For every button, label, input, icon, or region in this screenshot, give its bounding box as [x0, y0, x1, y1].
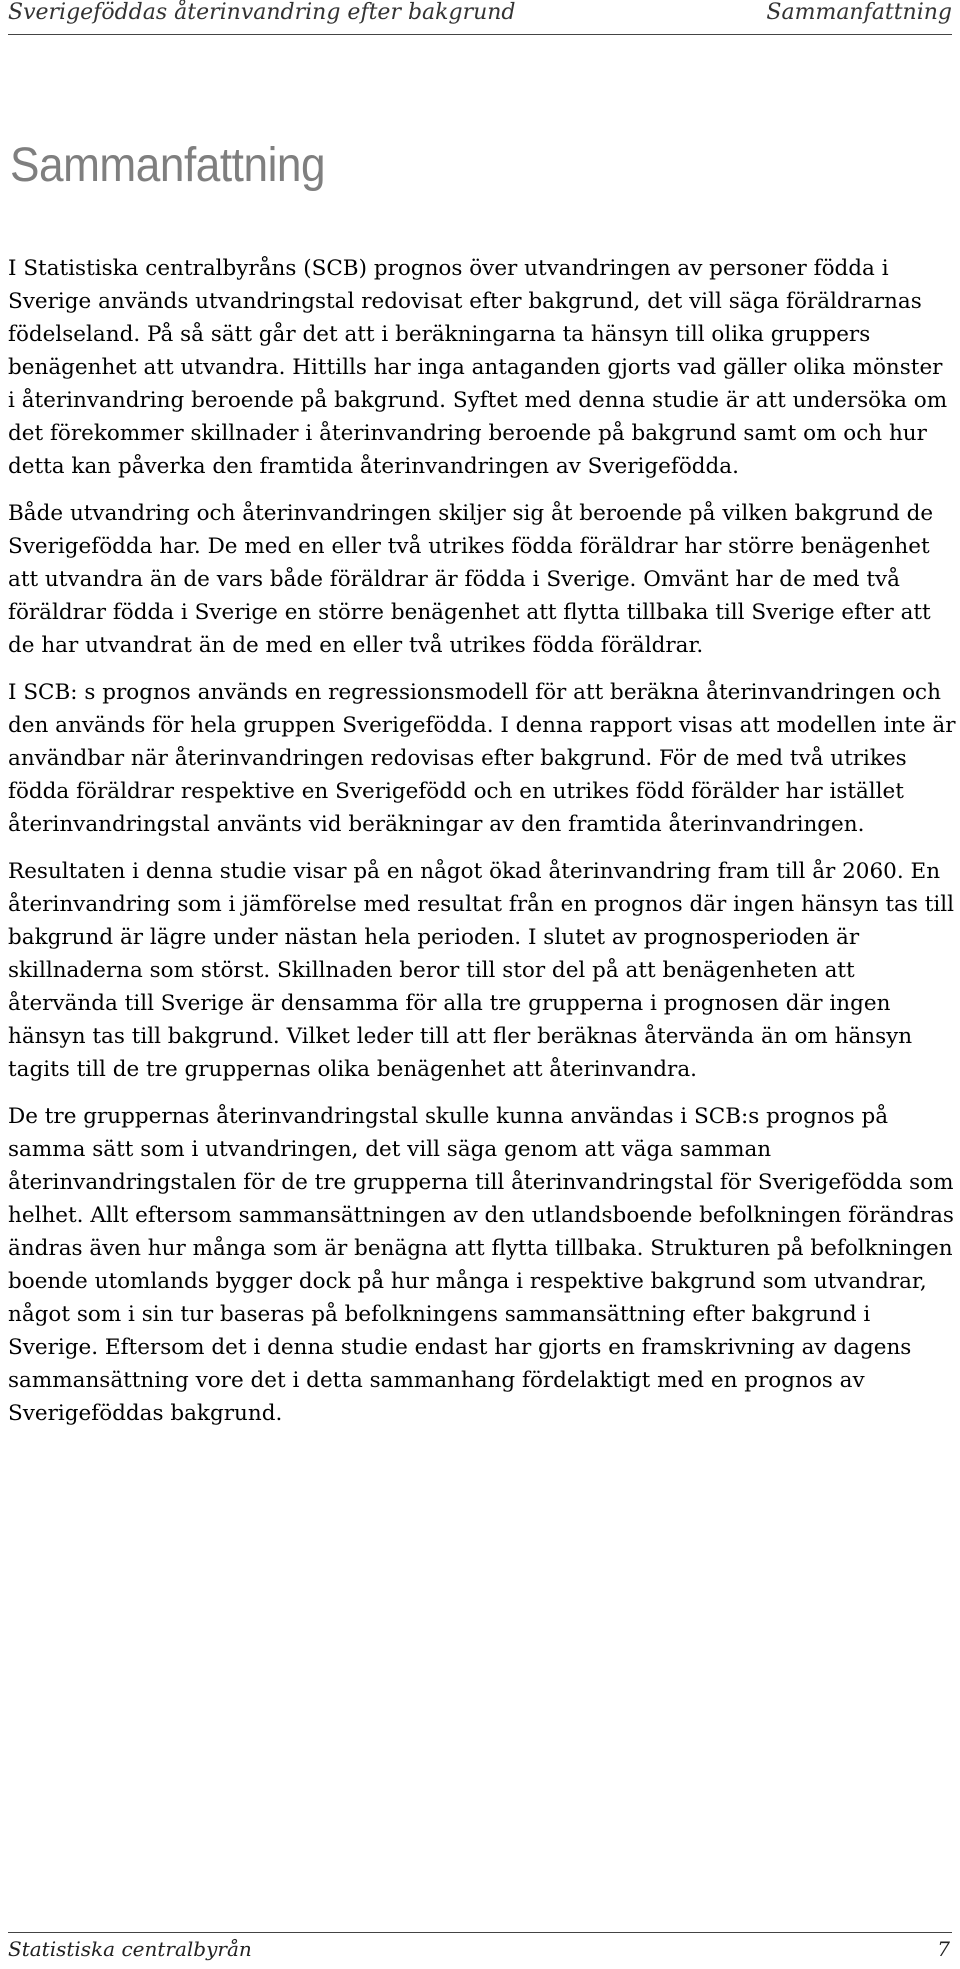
running-footer	[8, 1937, 950, 1961]
running-header	[8, 0, 952, 28]
header-rule	[8, 34, 952, 35]
body-text	[8, 252, 956, 1444]
page-title: Sammanfattning	[10, 139, 326, 192]
footer-rule	[8, 1932, 952, 1933]
footer-publisher: Statistiska centralbyrån	[8, 1937, 252, 1961]
paragraph-2: Både utvandring och återinvandringen skiljer sig åt beroende på vilken bakgrund de Sverigefödda har. De med en eller två utrikes födda föräldrar har större benägenhet att utvandra än de vars både föräldrar är födda i Sverige. Omvänt har de med två föräldrar födda i Sverige en större benägenhet att flytta tillbaka till Sverige efter att de har utvandrat än de med en eller två utrikes födda föräldrar.	[8, 501, 934, 658]
running-header-section: Sammanfattning	[766, 0, 952, 25]
paragraph-5: De tre gruppernas återinvandringstal skulle kunna användas i SCB:s prognos på samma sätt som i utvandringen, det vill säga genom att väga samman återinvandringstalen för de tre grupperna till återinvandringstal för Sverigefödda som helhet. Allt eftersom sammansättningen av den utlandsboende befolkningen förändras ändras även hur många som är benägna att flytta tillbaka. Strukturen på befolkningen boende utomlands bygger dock på hur många i respektive bakgrund som utvandrar, något som i sin tur baseras på befolkningens sammansättning efter bakgrund i Sverige. Eftersom det i denna studie endast har gjorts en framskrivning av dagens sammansättning vore det i detta sammanhang fördelaktigt med en prognos av Sverigeföddas bakgrund.	[8, 1104, 954, 1426]
paragraph-1: I Statistiska centralbyråns (SCB) prognos över utvandringen av personer födda i Sverige används utvandringstal redovisat efter bakgrund, det vill säga föräldrarnas födelseland. På så sätt går det att i beräkningarna ta hänsyn till olika gruppers benägenhet att utvandra. Hittills har inga antaganden gjorts vad gäller olika mönster i återinvandring beroende på bakgrund. Syftet med denna studie är att undersöka om det förekommer skillnader i återinvandring beroende på bakgrund samt om och hur detta kan påverka den framtida återinvandringen av Sverigefödda.	[8, 256, 948, 479]
paragraph-3: I SCB: s prognos används en regressionsmodell för att beräkna återinvandringen och den används för hela gruppen Sverigefödda. I denna rapport visas att modellen inte är användbar när återinvandringen redovisas efter bakgrund. För de med två utrikes födda föräldrar respektive en Sverigefödd och en utrikes född förälder har istället återinvandringstal använts vid beräkningar av den framtida återinvandringen.	[8, 680, 956, 837]
page-number: 7	[937, 1937, 950, 1961]
paragraph-4: Resultaten i denna studie visar på en något ökad återinvandring fram till år 2060. En återinvandring som i jämförelse med resultat från en prognos där ingen hänsyn tas till bakgrund är lägre under nästan hela perioden. I slutet av prognosperioden är skillnaderna som störst. Skillnaden beror till stor del på att benägenheten att återvända till Sverige är densamma för alla tre grupperna i prognosen där ingen hänsyn tas till bakgrund. Vilket leder till att fler beräknas återvända än om hänsyn tagits till de tre gruppernas olika benägenhet att återinvandra.	[8, 859, 954, 1082]
running-header-title: Sverigeföddas återinvandring efter bakgrund	[8, 0, 516, 25]
